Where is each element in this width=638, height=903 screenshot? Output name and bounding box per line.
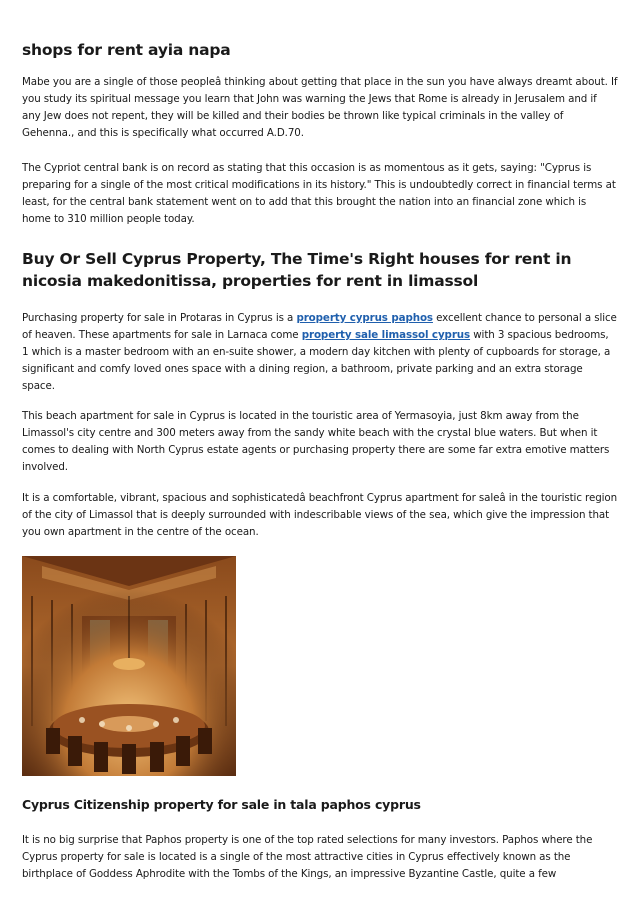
paragraph-beachfront: It is a comfortable, vibrant, spacious and sophisticatedâ beachfront Cyprus apartment for saleâ in the touristic region of the city of Limassol that is deeply surrounded with indescribable views of the sea, which give the impression that you own apartment in the centre of the ocean. bbox=[22, 492, 618, 538]
section-heading: Buy Or Sell Cyprus Property, The Time's Right houses for rent in nicosia makedonitissa, properties for rent in limassol bbox=[22, 250, 572, 290]
subsection-heading: Cyprus Citizenship property for sale in tala paphos cyprus bbox=[22, 797, 421, 812]
paragraph-intro: Mabe you are a single of those peopleâ thinking about getting that place in the sun you have always dreamt about. If you study its spiritual message you learn that John was warning the Jews that Rome is already in Jerusalem and if any Jew does not repent, they will be killed and their bodies be thrown like typical criminals in the valley of Gehenna., and this is specifically what occurred A.D.70. bbox=[22, 76, 618, 139]
paragraph-purchasing bbox=[22, 310, 618, 395]
link-property-cyprus-paphos[interactable]: property cyprus paphos bbox=[296, 312, 433, 324]
text-middle: excellent chance to personal a slice of heaven. These apartments for sale in Larnaca come bbox=[22, 312, 617, 341]
text-after-link: with 3 spacious bedrooms, 1 which is a master bedroom with an en-suite shower, a modern day kitchen with plenty of cupboards for storage, a significant and comfy loved ones space with a dining region, a bathroom, private parking and an extra storage space. bbox=[22, 329, 611, 392]
paragraph-paphos: It is no big surprise that Paphos property is one of the top rated selections for many investors. Paphos where the Cyprus property for sale is located is a single of the most attractive cities in Cyprus effectively known as the birthplace of Goddess Aphrodite with the Tombs of the Kings, an impressive Byzantine Castle, quite a few bbox=[22, 834, 593, 880]
page-title: shops for rent ayia napa bbox=[22, 41, 231, 59]
interior-photo bbox=[22, 556, 236, 776]
paragraph-beach-apartment: This beach apartment for sale in Cyprus is located in the touristic area of Yermasoyia, just 8km away from the Limassol's city centre and 300 meters away from the sandy white beach with the crystal blue waters. But when it comes to dealing with North Cyprus estate agents or purchasing property there are some far extra emotive matters involved. bbox=[22, 410, 610, 473]
link-property-sale-limassol-cyprus[interactable]: property sale limassol cyprus bbox=[301, 329, 471, 341]
text-before-link: Purchasing property for sale in Protaras in Cyprus is a bbox=[22, 312, 297, 324]
paragraph-central-bank: The Cypriot central bank is on record as stating that this occasion is as momentous as it gets, saying: "Cyprus is preparing for a single of the most critical modifications in its history." This is undoubtedly correct in financial terms at least, for the central bank statement went on to add that this brought the nation into an financial zone which is home to 310 million people today. bbox=[22, 162, 616, 225]
